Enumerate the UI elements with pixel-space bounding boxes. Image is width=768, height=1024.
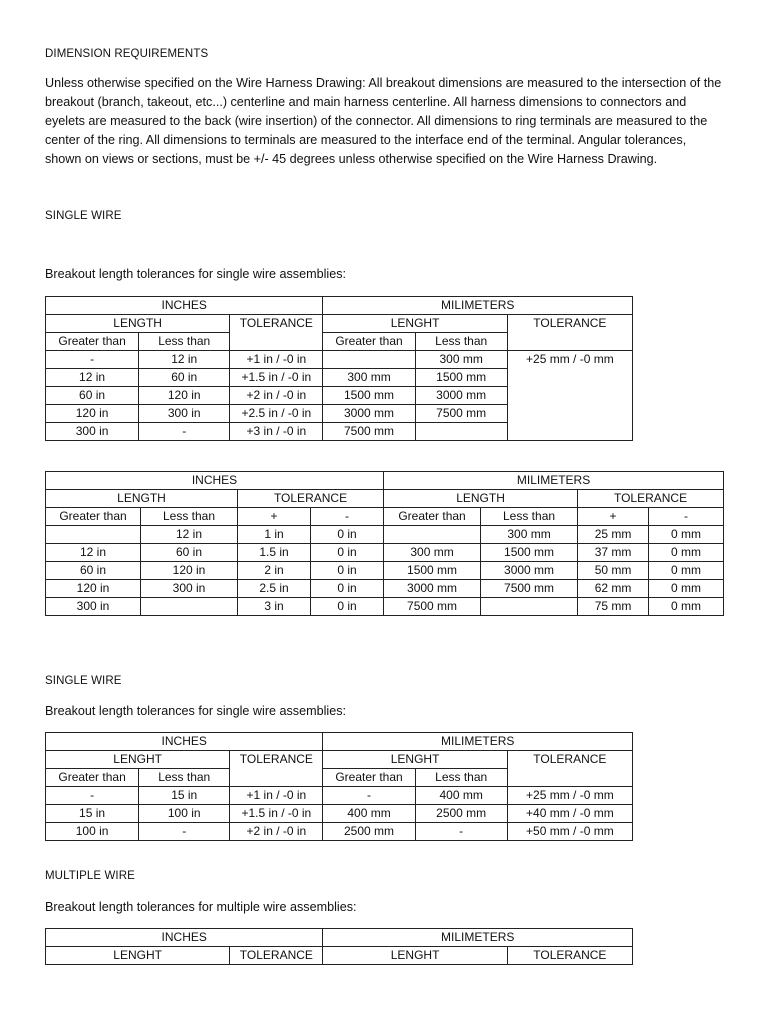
table-cell: 1500 mm <box>384 562 481 580</box>
header-cell: MILIMETERS <box>384 472 724 490</box>
header-cell: TOLERANCE <box>238 490 384 508</box>
header-cell: Greater than <box>46 508 141 526</box>
table-cell: 50 mm <box>578 562 649 580</box>
header-cell: LENGHT <box>323 947 507 965</box>
table-cell: 12 in <box>141 526 238 544</box>
table-cell: 300 mm <box>415 351 507 369</box>
table-cell: - <box>46 787 139 805</box>
table-row <box>46 526 724 544</box>
table-cell: 0 in <box>311 562 384 580</box>
table-cell: 300 in <box>46 598 141 616</box>
requirements-paragraph: Unless otherwise specified on the Wire Harness Drawing: All breakout dimensions are measured to the intersection of the breakout (branch, takeout, etc...) centerline and main harness centerline. All harness dimensions to connectors and eyelets are measured to the back (wire insertion) of the connector. All dimensions to ring terminals are measured to the center of the ring. All dimensions to terminals are measured to the interface end of the terminal. Angular tolerances, shown on views or sections, must be +/- 45 degrees unless otherwise specified on the Wire Harness Drawing. <box>45 76 722 166</box>
table-cell: 300 mm <box>384 544 481 562</box>
table-cell: 120 in <box>46 405 139 423</box>
header-cell: + <box>578 508 649 526</box>
table-cell: 3000 mm <box>481 562 578 580</box>
table-cell: 1 in <box>238 526 311 544</box>
header-cell: - <box>649 508 724 526</box>
table-cell: 300 in <box>46 423 139 441</box>
header-cell: Greater than <box>323 769 415 787</box>
table-row <box>46 823 633 841</box>
table-cell: +2.5 in / -0 in <box>230 405 323 423</box>
table-cell: 7500 mm <box>481 580 578 598</box>
table-cell: +2 in / -0 in <box>230 823 323 841</box>
table-cell: 0 mm <box>649 544 724 562</box>
table-row <box>46 562 724 580</box>
table-cell: +25 mm / -0 mm <box>507 351 632 441</box>
table-cell: 1500 mm <box>481 544 578 562</box>
table-cell <box>46 526 141 544</box>
table-caption-2: Breakout length tolerances for single wire assemblies: <box>45 704 347 718</box>
table-cell: 12 in <box>46 369 139 387</box>
table-cell: +1 in / -0 in <box>230 787 323 805</box>
table-cell: 0 in <box>311 598 384 616</box>
header-cell: LENGTH <box>384 490 578 508</box>
header-cell: Less than <box>139 769 230 787</box>
header-cell: TOLERANCE <box>230 751 323 787</box>
heading-single-wire: SINGLE WIRE <box>45 210 122 222</box>
table-cell <box>415 423 507 441</box>
table-row <box>46 544 724 562</box>
table-cell: 0 mm <box>649 562 724 580</box>
table-cell: 7500 mm <box>323 423 415 441</box>
header-cell: TOLERANCE <box>507 947 632 965</box>
table-cell: 12 in <box>139 351 230 369</box>
table-cell: 15 in <box>139 787 230 805</box>
heading-dimension-requirements: DIMENSION REQUIREMENTS <box>45 48 209 60</box>
table-cell <box>141 598 238 616</box>
tolerance-table-1 <box>45 296 633 441</box>
header-cell: + <box>238 508 311 526</box>
table-cell: 25 mm <box>578 526 649 544</box>
table-caption: Breakout length tolerances for single wire assemblies: <box>45 267 347 281</box>
header-cell: INCHES <box>46 472 384 490</box>
heading-multiple-wire: MULTIPLE WIRE <box>45 870 135 882</box>
table-cell: 60 in <box>46 562 141 580</box>
table-cell: 60 in <box>139 369 230 387</box>
table-cell: +50 mm / -0 mm <box>507 823 632 841</box>
table-cell: 100 in <box>139 805 230 823</box>
table-cell: 400 mm <box>323 805 415 823</box>
table-cell: 2 in <box>238 562 311 580</box>
table-cell: 0 in <box>311 580 384 598</box>
header-cell: LENGTH <box>46 315 230 333</box>
table-cell: 300 in <box>141 580 238 598</box>
header-cell: Less than <box>139 333 230 351</box>
table-cell: +25 mm / -0 mm <box>507 787 632 805</box>
header-cell: INCHES <box>46 733 323 751</box>
table-cell: 7500 mm <box>384 598 481 616</box>
table-row <box>46 580 724 598</box>
table-row <box>46 351 633 369</box>
table-row <box>46 787 633 805</box>
tolerance-table-4 <box>45 928 633 965</box>
table-cell: 7500 mm <box>415 405 507 423</box>
table-cell: 2500 mm <box>323 823 415 841</box>
header-cell: Less than <box>415 333 507 351</box>
table-cell: 1500 mm <box>415 369 507 387</box>
table-cell: 3 in <box>238 598 311 616</box>
table-cell: 3000 mm <box>415 387 507 405</box>
table-cell <box>384 526 481 544</box>
tolerance-table-3 <box>45 732 633 841</box>
table-cell: 0 in <box>311 544 384 562</box>
table-cell: 0 mm <box>649 580 724 598</box>
table-cell: +40 mm / -0 mm <box>507 805 632 823</box>
table-cell: 3000 mm <box>384 580 481 598</box>
table-cell: - <box>46 351 139 369</box>
tolerance-table-2 <box>45 471 724 616</box>
table-cell: 62 mm <box>578 580 649 598</box>
heading-single-wire-2: SINGLE WIRE <box>45 675 122 687</box>
table-caption-3: Breakout length tolerances for multiple wire assemblies: <box>45 900 357 914</box>
header-cell: Less than <box>141 508 238 526</box>
table-cell: +2 in / -0 in <box>230 387 323 405</box>
header-cell: TOLERANCE <box>578 490 724 508</box>
header-cell: Greater than <box>323 333 415 351</box>
header-cell: INCHES <box>46 297 323 315</box>
table-cell: 2.5 in <box>238 580 311 598</box>
table-cell: 1500 mm <box>323 387 415 405</box>
header-cell: Less than <box>481 508 578 526</box>
table-cell: 15 in <box>46 805 139 823</box>
header-cell: - <box>311 508 384 526</box>
header-cell: Less than <box>415 769 507 787</box>
table-cell: 60 in <box>46 387 139 405</box>
header-cell: LENGHT <box>323 751 507 769</box>
table-cell: 0 mm <box>649 526 724 544</box>
table-cell: - <box>139 423 230 441</box>
table-cell: 0 in <box>311 526 384 544</box>
table-cell: +3 in / -0 in <box>230 423 323 441</box>
table-cell: - <box>139 823 230 841</box>
table-cell: 300 mm <box>323 369 415 387</box>
header-cell: LENGHT <box>323 315 507 333</box>
table-cell: +1.5 in / -0 in <box>230 369 323 387</box>
table-cell: +1.5 in / -0 in <box>230 805 323 823</box>
table-cell: 120 in <box>141 562 238 580</box>
table-cell: 400 mm <box>415 787 507 805</box>
table-row <box>46 805 633 823</box>
table-cell <box>481 598 578 616</box>
table-cell: 37 mm <box>578 544 649 562</box>
table-cell: 1.5 in <box>238 544 311 562</box>
header-cell: INCHES <box>46 929 323 947</box>
table-cell: - <box>323 787 415 805</box>
header-cell: Greater than <box>46 333 139 351</box>
table-cell: 2500 mm <box>415 805 507 823</box>
table-cell: 100 in <box>46 823 139 841</box>
header-cell: TOLERANCE <box>507 315 632 351</box>
header-cell: LENGHT <box>46 947 230 965</box>
table-row <box>46 598 724 616</box>
table-cell: 12 in <box>46 544 141 562</box>
table-cell: 120 in <box>46 580 141 598</box>
table-cell: - <box>415 823 507 841</box>
table-cell: 3000 mm <box>323 405 415 423</box>
table-cell: 60 in <box>141 544 238 562</box>
header-cell: Greater than <box>46 769 139 787</box>
header-cell: MILIMETERS <box>323 929 633 947</box>
table-cell: 75 mm <box>578 598 649 616</box>
table-cell <box>323 351 415 369</box>
table-cell: 300 in <box>139 405 230 423</box>
header-cell: LENGTH <box>46 490 238 508</box>
header-cell: TOLERANCE <box>230 315 323 351</box>
header-cell: LENGHT <box>46 751 230 769</box>
table-cell: 300 mm <box>481 526 578 544</box>
table-cell: 120 in <box>139 387 230 405</box>
header-cell: Greater than <box>384 508 481 526</box>
header-cell: TOLERANCE <box>507 751 632 787</box>
table-cell: 0 mm <box>649 598 724 616</box>
header-cell: MILIMETERS <box>323 733 633 751</box>
header-cell: TOLERANCE <box>230 947 323 965</box>
header-cell: MILIMETERS <box>323 297 633 315</box>
table-cell: +1 in / -0 in <box>230 351 323 369</box>
